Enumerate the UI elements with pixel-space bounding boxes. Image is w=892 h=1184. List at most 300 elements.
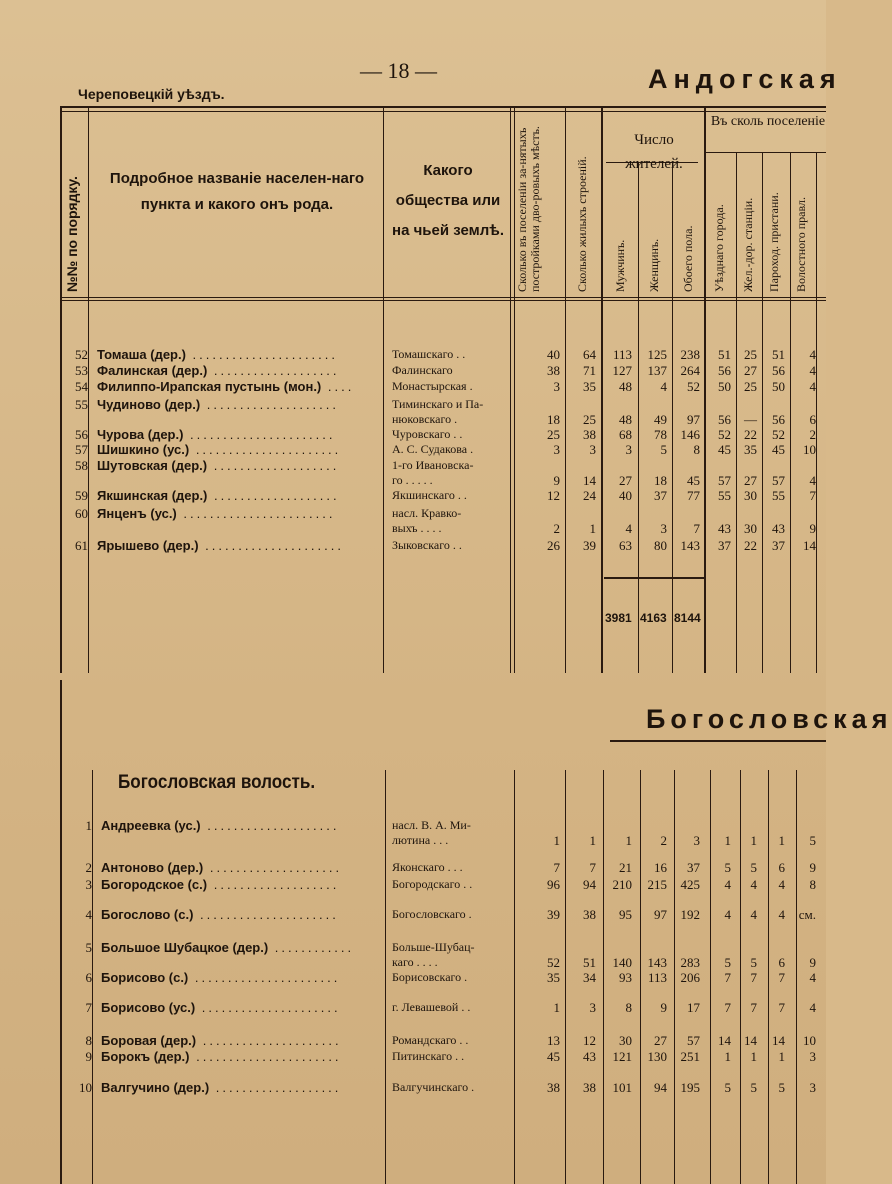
- col-header-distance: Въ сколь поселеніе: [710, 114, 826, 129]
- leader-dots: ...................: [207, 458, 340, 473]
- cell-value: 195: [680, 1080, 700, 1095]
- cell-value: 140: [612, 955, 632, 970]
- cell-value: 10: [803, 442, 816, 457]
- leader-dots: ......................: [185, 347, 339, 362]
- place-name: Фалинская (дер.) ...................: [97, 363, 340, 378]
- row-number: 55: [75, 397, 88, 412]
- cell-value: 56: [718, 363, 731, 378]
- cell-value: 18: [547, 412, 560, 427]
- cell-value: 52: [772, 427, 785, 442]
- leader-dots: ...................: [209, 1080, 342, 1095]
- cell-value: 5: [750, 1080, 757, 1095]
- leader-dots: ....................: [200, 397, 340, 412]
- society-name: Романдскаго . .: [392, 1033, 469, 1047]
- place-name: Янценъ (ус.) .......................: [97, 506, 336, 521]
- col-line: [385, 770, 386, 1184]
- cell-value: 1: [750, 1049, 757, 1064]
- cell-value: 68: [619, 427, 632, 442]
- cell-value: 40: [547, 347, 560, 362]
- col-header-dist-volost: Волостного правл.: [794, 197, 808, 292]
- cell-value: 78: [654, 427, 667, 442]
- cell-value: 25: [744, 379, 757, 394]
- society-name: г. Левашевой . .: [392, 1000, 471, 1014]
- row-number: 56: [75, 427, 88, 442]
- cell-value: 2: [809, 427, 816, 442]
- cell-value: 113: [647, 970, 667, 985]
- cell-value: 77: [687, 488, 700, 503]
- place-name: Чурова (дер.) ......................: [97, 427, 336, 442]
- cell-value: 96: [547, 877, 560, 892]
- cell-value: 13: [547, 1033, 560, 1048]
- society-name: Питинскаго . .: [392, 1049, 465, 1063]
- row-number: 57: [75, 442, 88, 457]
- cell-value: 113: [612, 347, 632, 362]
- cell-value: 17: [687, 1000, 700, 1015]
- cell-value: 9: [809, 955, 816, 970]
- place-name: Андреевка (ус.) ....................: [101, 818, 340, 833]
- cell-value: 97: [687, 412, 700, 427]
- cell-value: 14: [718, 1033, 731, 1048]
- cell-value: 4: [778, 877, 785, 892]
- cell-value: 25: [547, 427, 560, 442]
- cell-value: 45: [772, 442, 785, 457]
- cell-value: 7: [809, 488, 816, 503]
- col-line: [510, 108, 511, 673]
- header-bottom-rule: [60, 297, 826, 298]
- col-line: [816, 152, 817, 673]
- distance-group-rule: [706, 152, 826, 153]
- cell-value: 1: [553, 1000, 560, 1015]
- cell-value: 37: [687, 860, 700, 875]
- cell-value: 30: [744, 488, 757, 503]
- cell-value: 43: [772, 521, 785, 536]
- cell-value: 8: [625, 1000, 632, 1015]
- cell-value: 4: [809, 379, 816, 394]
- cell-value: 4: [724, 877, 731, 892]
- col-header-households: Сколько въ поселеніи за-нятыхъ постройками дво-ровыхъ мѣстъ.: [515, 126, 542, 292]
- cell-value: 3: [553, 379, 560, 394]
- total-both: 8144: [674, 611, 701, 625]
- cell-value: 9: [553, 473, 560, 488]
- page-number: — 18 —: [360, 58, 437, 83]
- cell-value: 7: [778, 970, 785, 985]
- cell-value: 7: [724, 970, 731, 985]
- cell-value: 3: [589, 442, 596, 457]
- leader-dots: ...................: [207, 877, 340, 892]
- total-women: 4163: [640, 611, 667, 625]
- society-name: Якшинскаго . .: [392, 488, 467, 502]
- society-name: Зыковскаго . .: [392, 538, 462, 552]
- cell-value: 9: [809, 521, 816, 536]
- col-header-both: Обоего пола.: [681, 225, 695, 292]
- place-name: Богослово (с.) .....................: [101, 907, 339, 922]
- cell-value: 27: [744, 473, 757, 488]
- cell-value: 3: [589, 1000, 596, 1015]
- row-number: 58: [75, 458, 88, 473]
- row-number: 10: [79, 1080, 92, 1095]
- society-name: Валгучинскаго .: [392, 1080, 475, 1094]
- cell-value: 30: [619, 1033, 632, 1048]
- cell-value: 35: [547, 970, 560, 985]
- leader-dots: ......................: [188, 970, 341, 985]
- cell-value: 5: [724, 1080, 731, 1095]
- cell-value: 10: [803, 1033, 816, 1048]
- cell-value: 50: [718, 379, 731, 394]
- cell-value: 16: [654, 860, 667, 875]
- cell-value: 25: [744, 347, 757, 362]
- cell-value: 127: [612, 363, 632, 378]
- leader-dots: .....................: [193, 907, 339, 922]
- cell-value: 18: [654, 473, 667, 488]
- row-number: 61: [75, 538, 88, 553]
- cell-value: 1: [750, 833, 757, 848]
- cell-value: 45: [718, 442, 731, 457]
- society-name: А. С. Судакова .: [392, 442, 474, 456]
- place-name: Филиппо-Ирапская пустынь (мон.) ....: [97, 379, 355, 394]
- cell-value: 43: [718, 521, 731, 536]
- cell-value: 30: [744, 521, 757, 536]
- cell-value: 50: [772, 379, 785, 394]
- cell-value: 14: [744, 1033, 757, 1048]
- cell-value: 38: [583, 427, 596, 442]
- cell-value: 45: [687, 473, 700, 488]
- cell-value: 12: [583, 1033, 596, 1048]
- col-line: [383, 108, 384, 673]
- total-men: 3981: [605, 611, 632, 625]
- leader-dots: ....................: [200, 818, 340, 833]
- cell-value: 6: [778, 860, 785, 875]
- society-name: Чуровскаго . .: [392, 427, 463, 441]
- leader-dots: ....: [321, 379, 355, 394]
- cell-value: 64: [583, 347, 596, 362]
- society-name: Богословскаго .: [392, 907, 472, 921]
- society-name: каго . . . .: [392, 955, 438, 969]
- row-number: 1: [85, 818, 92, 833]
- cell-value: 48: [619, 379, 632, 394]
- cell-value: 37: [772, 538, 785, 553]
- place-name: Чудиново (дер.) ....................: [97, 397, 340, 412]
- cell-value: 63: [619, 538, 632, 553]
- leader-dots: ...................: [207, 363, 340, 378]
- cell-value: 37: [654, 488, 667, 503]
- cell-value: 7: [553, 860, 560, 875]
- totals-rule: [604, 577, 704, 579]
- col-line: [60, 680, 62, 1184]
- cell-value: 3: [693, 833, 700, 848]
- cell-value: 5: [750, 860, 757, 875]
- society-name: Больше-Шубац-: [392, 940, 475, 954]
- cell-value: 8: [809, 877, 816, 892]
- place-name: Томаша (дер.) ......................: [97, 347, 339, 362]
- col-header-name: Подробное названіе населен-наго пункта и какого онъ рода.: [109, 170, 365, 213]
- place-name: Борисово (с.) ......................: [101, 970, 341, 985]
- cell-value: 7: [724, 1000, 731, 1015]
- cell-value: 146: [680, 427, 700, 442]
- header-bottom-rule-2: [60, 300, 826, 301]
- cell-value: 14: [803, 538, 816, 553]
- society-name: Фалинскаго: [392, 363, 453, 377]
- cell-value: 48: [619, 412, 632, 427]
- cell-value: 3: [809, 1049, 816, 1064]
- society-name: 1-го Ивановска-: [392, 458, 474, 472]
- cell-value: 4: [750, 907, 757, 922]
- row-number: 4: [85, 907, 92, 922]
- cell-value: 38: [547, 1080, 560, 1095]
- col-header-men: Мужчинъ.: [613, 239, 627, 292]
- cell-value: 51: [718, 347, 731, 362]
- cell-value: 143: [680, 538, 700, 553]
- row-number: 7: [85, 1000, 92, 1015]
- cell-value: 55: [772, 488, 785, 503]
- cell-value: 57: [718, 473, 731, 488]
- col-header-society: Какого общества или на чьей землѣ.: [392, 162, 504, 239]
- society-name: Яконскаго . . .: [392, 860, 463, 874]
- cell-value: 101: [612, 1080, 632, 1095]
- society-name: насл. Кравко-: [392, 506, 462, 520]
- cell-value: 1: [589, 521, 596, 536]
- cell-value: 43: [583, 1049, 596, 1064]
- cell-value: 1: [589, 833, 596, 848]
- col-header-dwellings: Сколько жилыхъ строеній.: [575, 156, 589, 292]
- cell-value: 5: [724, 955, 731, 970]
- cell-value: 130: [647, 1049, 667, 1064]
- cell-value: 4: [809, 970, 816, 985]
- cell-value: 5: [750, 955, 757, 970]
- cell-value: 215: [647, 877, 667, 892]
- cell-value: 52: [687, 379, 700, 394]
- cell-value: 39: [583, 538, 596, 553]
- cell-value: 14: [583, 473, 596, 488]
- cell-value: 143: [647, 955, 667, 970]
- section2-rule: [610, 740, 826, 742]
- place-name: Валгучино (дер.) ...................: [101, 1080, 342, 1095]
- district-header: Череповецкій уѣздъ.: [78, 86, 225, 102]
- cell-value: 80: [654, 538, 667, 553]
- place-name: Боровая (дер.) .....................: [101, 1033, 342, 1048]
- society-name: Богородскаго . .: [392, 877, 473, 891]
- place-name: Большое Шубацкое (дер.) ............: [101, 940, 355, 955]
- cell-value: 2: [553, 521, 560, 536]
- row-number: 9: [85, 1049, 92, 1064]
- place-name: Борокъ (дер.) ......................: [101, 1049, 342, 1064]
- cell-value: 3: [809, 1080, 816, 1095]
- col-header-women: Женщинъ.: [647, 238, 661, 292]
- cell-value: 264: [680, 363, 700, 378]
- row-number: 53: [75, 363, 88, 378]
- cell-value: 1: [625, 833, 632, 848]
- cell-value: 27: [744, 363, 757, 378]
- cell-value: 206: [680, 970, 700, 985]
- cell-value: 8: [693, 442, 700, 457]
- leader-dots: ...................: [207, 488, 340, 503]
- col-line: [514, 770, 515, 1184]
- cell-value: 97: [654, 907, 667, 922]
- cell-value: 52: [718, 427, 731, 442]
- cell-value: 125: [647, 347, 667, 362]
- cell-value: 5: [724, 860, 731, 875]
- cell-value: 7: [693, 521, 700, 536]
- society-name: го . . . . .: [392, 473, 433, 487]
- row-number: 8: [85, 1033, 92, 1048]
- cell-value: 22: [744, 538, 757, 553]
- row-number: 6: [85, 970, 92, 985]
- cell-value: 35: [583, 379, 596, 394]
- cell-value: 35: [744, 442, 757, 457]
- leader-dots: .......................: [176, 506, 336, 521]
- cell-value: 55: [718, 488, 731, 503]
- society-name: насл. В. А. Ми-: [392, 818, 471, 832]
- cell-value: 4: [750, 877, 757, 892]
- cell-value: 52: [547, 955, 560, 970]
- row-number: 52: [75, 347, 88, 362]
- place-name: Якшинская (дер.) ...................: [97, 488, 340, 503]
- cell-value: 3: [553, 442, 560, 457]
- cell-value: 7: [589, 860, 596, 875]
- cell-value: 4: [809, 363, 816, 378]
- leader-dots: .....................: [198, 538, 344, 553]
- society-name: выхъ . . . .: [392, 521, 442, 535]
- cell-value: 51: [583, 955, 596, 970]
- col-header-dist-rail: Жел.-дор. станціи.: [741, 197, 755, 292]
- row-number: 54: [75, 379, 88, 394]
- cell-value: 38: [583, 907, 596, 922]
- cell-value: 94: [583, 877, 596, 892]
- col-line: [92, 770, 93, 1184]
- cell-value: 4: [724, 907, 731, 922]
- place-name: Шишкино (ус.) ......................: [97, 442, 342, 457]
- society-name: Тиминскаго и Па-: [392, 397, 484, 411]
- cell-value: 57: [772, 473, 785, 488]
- cell-value: 7: [778, 1000, 785, 1015]
- cell-value: 137: [647, 363, 667, 378]
- col-header-number: №№ по порядку.: [64, 176, 80, 292]
- society-name: Монастырская .: [392, 379, 473, 393]
- table-top-rule: [60, 106, 826, 108]
- cell-value: 71: [583, 363, 596, 378]
- cell-value: 7: [750, 1000, 757, 1015]
- cell-value: 3: [660, 521, 667, 536]
- cell-value: 1: [553, 833, 560, 848]
- cell-value: 22: [744, 427, 757, 442]
- row-number: 3: [85, 877, 92, 892]
- cell-value: 2: [660, 833, 667, 848]
- place-name: Борисово (ус.) .....................: [101, 1000, 341, 1015]
- row-number: 5: [85, 940, 92, 955]
- cell-value: 26: [547, 538, 560, 553]
- col-header-population: Число жителей.: [625, 132, 683, 172]
- cell-value: —: [744, 412, 757, 427]
- cell-value: 51: [772, 347, 785, 362]
- cell-value: 40: [619, 488, 632, 503]
- cell-value: 7: [750, 970, 757, 985]
- row-number: 59: [75, 488, 88, 503]
- cell-value: 39: [547, 907, 560, 922]
- cell-value: 4: [809, 473, 816, 488]
- cell-value: 121: [612, 1049, 632, 1064]
- cell-value: 24: [583, 488, 596, 503]
- leader-dots: ............: [268, 940, 355, 955]
- cell-value: 37: [718, 538, 731, 553]
- cell-value: 5: [660, 442, 667, 457]
- cell-value: 57: [687, 1033, 700, 1048]
- cell-value: 192: [680, 907, 700, 922]
- cell-value: 6: [809, 412, 816, 427]
- cell-value: 12: [547, 488, 560, 503]
- cell-value: 4: [778, 907, 785, 922]
- society-name: лютина . . .: [392, 833, 449, 847]
- society-name: Борисовскаго .: [392, 970, 468, 984]
- cell-value: 94: [654, 1080, 667, 1095]
- cell-value: 14: [772, 1033, 785, 1048]
- cell-value: 34: [583, 970, 596, 985]
- cell-value: 49: [654, 412, 667, 427]
- cell-value: 56: [772, 412, 785, 427]
- cell-value: 4: [660, 379, 667, 394]
- cell-value: 45: [547, 1049, 560, 1064]
- row-number: 60: [75, 506, 88, 521]
- place-name: Шутовская (дер.) ...................: [97, 458, 340, 473]
- cell-value: 27: [619, 473, 632, 488]
- society-name: Томашскаго . .: [392, 347, 466, 361]
- leader-dots: ......................: [183, 427, 336, 442]
- leader-dots: .....................: [196, 1033, 342, 1048]
- cell-value: 251: [680, 1049, 700, 1064]
- cell-value: 1: [778, 1049, 785, 1064]
- cell-value: 6: [778, 955, 785, 970]
- cell-value: 5: [778, 1080, 785, 1095]
- cell-value: 9: [660, 1000, 667, 1015]
- cell-value: 25: [583, 412, 596, 427]
- leader-dots: .....................: [195, 1000, 341, 1015]
- cell-value: 3: [625, 442, 632, 457]
- section2-volost-running: Богословская: [646, 704, 892, 734]
- cell-value: 56: [718, 412, 731, 427]
- cell-value: 5: [809, 833, 816, 848]
- cell-value: 425: [680, 877, 700, 892]
- cell-value: 38: [547, 363, 560, 378]
- cell-value: 4: [809, 347, 816, 362]
- cell-value: 95: [619, 907, 632, 922]
- col-line: [88, 108, 89, 673]
- cell-value: 4: [625, 521, 632, 536]
- cell-value: 9: [809, 860, 816, 875]
- col-header-dist-pier: Пароход. пристани.: [767, 192, 781, 292]
- leader-dots: ......................: [189, 442, 342, 457]
- cell-value: 4: [809, 1000, 816, 1015]
- cell-value: 1: [778, 833, 785, 848]
- cell-value: 283: [680, 955, 700, 970]
- place-name: Ярышево (дер.) .....................: [97, 538, 344, 553]
- cell-value: 1: [724, 1049, 731, 1064]
- cell-value: 238: [680, 347, 700, 362]
- place-name: Богородское (с.) ...................: [101, 877, 340, 892]
- place-name: Антоново (дер.) ....................: [101, 860, 343, 875]
- society-name: нюковскаго .: [392, 412, 458, 426]
- cell-value: 21: [619, 860, 632, 875]
- volost-running-header: Андогская: [648, 64, 842, 94]
- cell-value: см.: [798, 907, 816, 922]
- cell-value: 27: [654, 1033, 667, 1048]
- row-number: 2: [85, 860, 92, 875]
- cell-value: 56: [772, 363, 785, 378]
- cell-value: 1: [724, 833, 731, 848]
- cell-value: 210: [612, 877, 632, 892]
- cell-value: 93: [619, 970, 632, 985]
- section2-title: Богословская волость.: [118, 772, 316, 793]
- leader-dots: ....................: [203, 860, 343, 875]
- cell-value: 38: [583, 1080, 596, 1095]
- leader-dots: ......................: [189, 1049, 342, 1064]
